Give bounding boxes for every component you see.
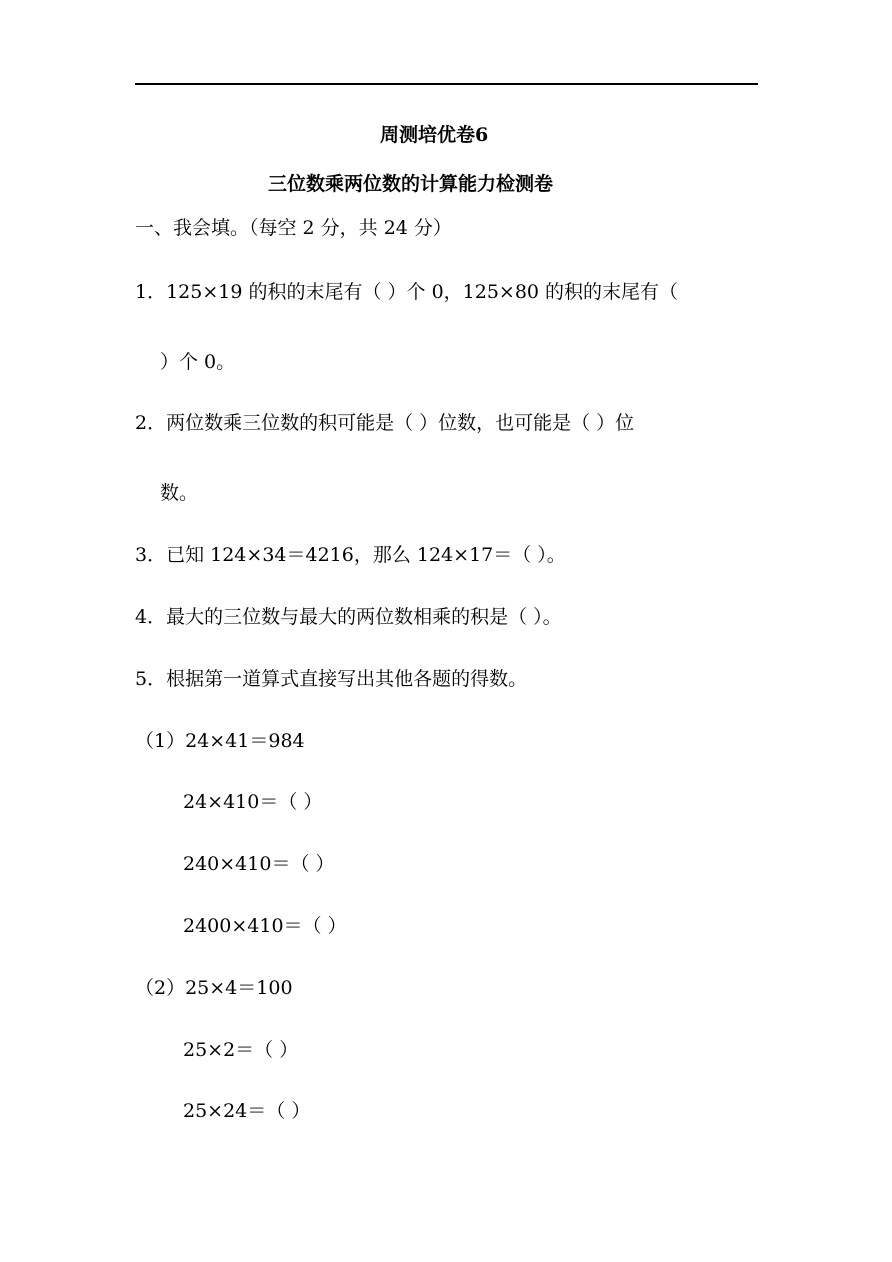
question-2-line-1: 2．两位数乘三位数的积可能是（ ）位数，也可能是（ ）位 (135, 412, 635, 434)
group-1-item: 240×410＝（ ） (183, 853, 335, 875)
group-1-given: （1）24×41＝984 (135, 730, 305, 752)
question-2-line-2: 数。 (160, 482, 199, 504)
question-1-line-1: 1．125×19 的积的末尾有（ ）个 0，125×80 的积的末尾有（ (135, 281, 679, 303)
header-rule (135, 83, 758, 85)
question-5: 5．根据第一道算式直接写出其他各题的得数。 (135, 668, 528, 690)
group-1-item: 2400×410＝（ ） (183, 915, 347, 937)
question-4: 4．最大的三位数与最大的两位数相乘的积是（ ）。 (135, 606, 562, 628)
group-1-item: 24×410＝（ ） (183, 791, 323, 813)
question-3: 3．已知 124×34＝4216，那么 124×17＝（ ）。 (135, 544, 566, 566)
section-heading: 一、我会填。（每空 2 分，共 24 分） (135, 217, 452, 239)
group-2-item: 25×24＝（ ） (183, 1100, 311, 1122)
page-title: 周测培优卷6 (380, 124, 489, 146)
group-2-item: 25×2＝（ ） (183, 1039, 299, 1061)
group-2-given: （2）25×4＝100 (135, 977, 293, 999)
question-1-line-2: ）个 0。 (160, 351, 236, 373)
page-subtitle: 三位数乘两位数的计算能力检测卷 (268, 173, 554, 195)
